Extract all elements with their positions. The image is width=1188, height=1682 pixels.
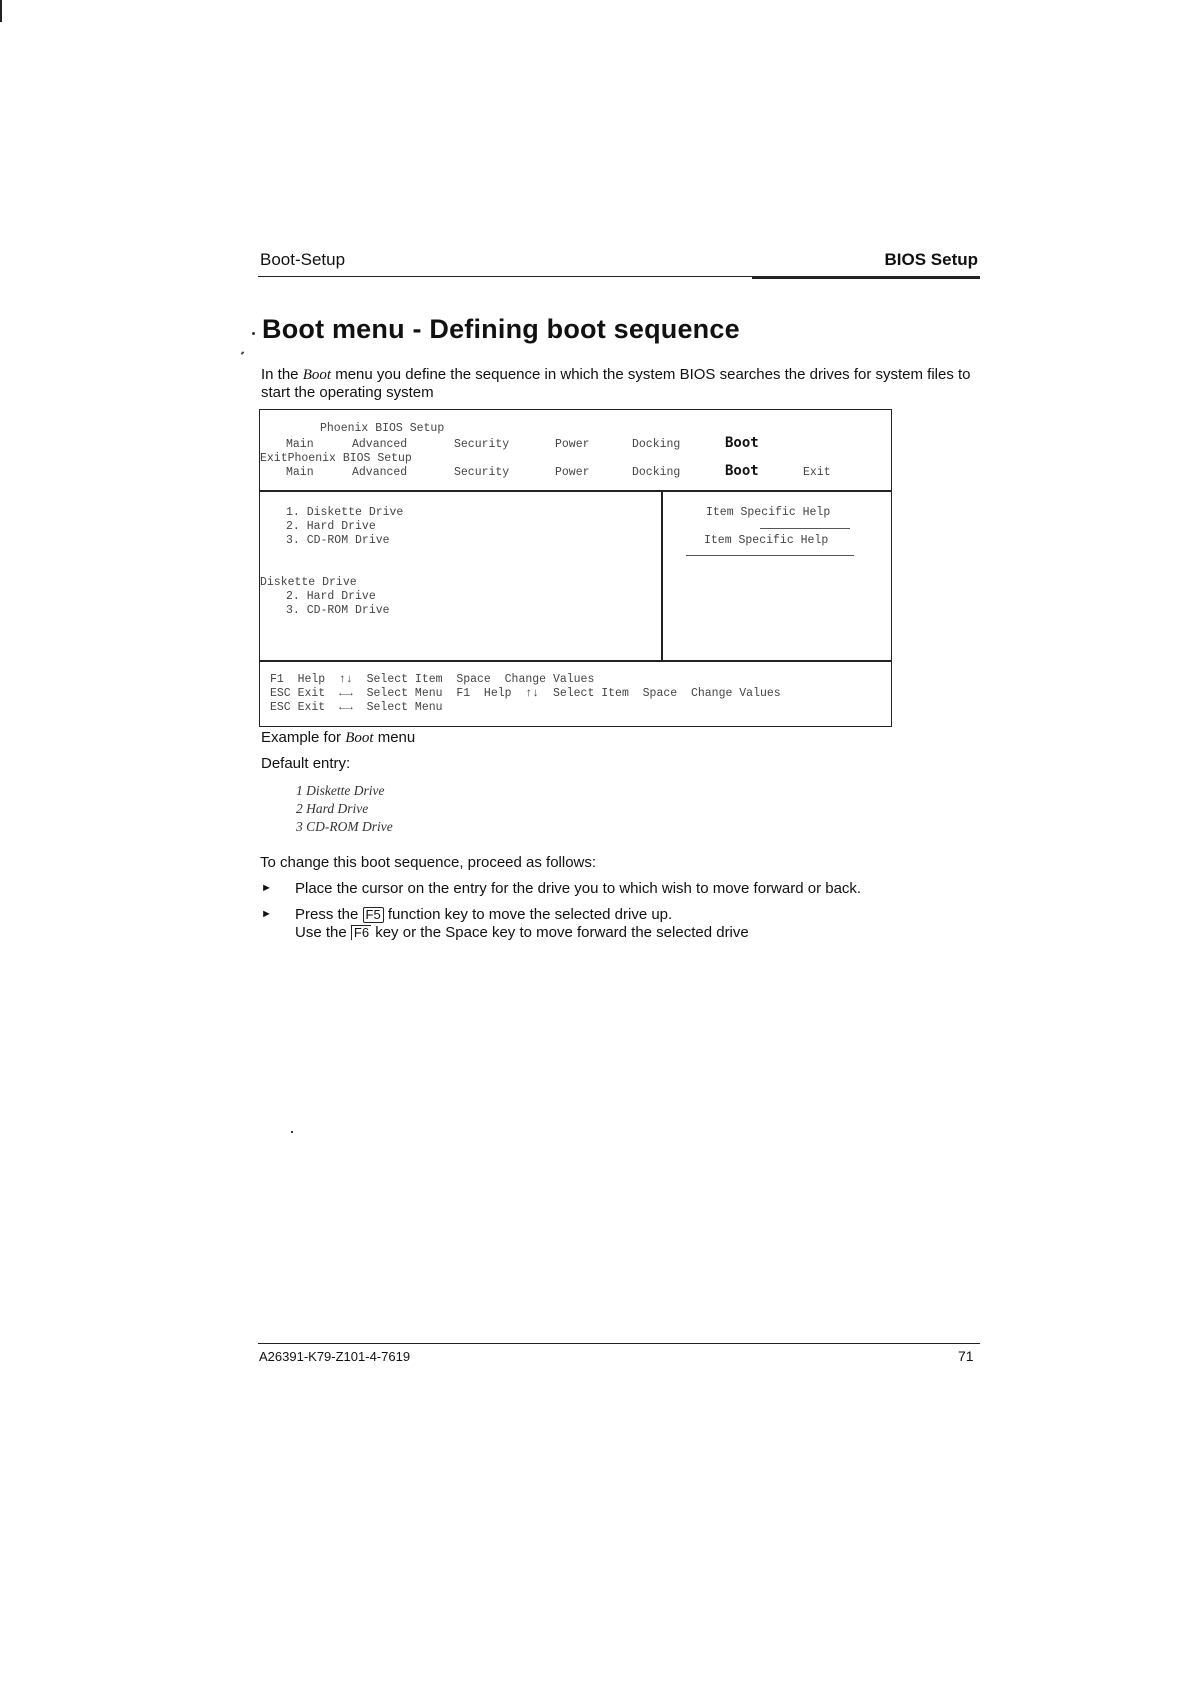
bios-footer-line-3: ESC Exit ←→ Select Menu: [270, 701, 443, 714]
bios-menu-security-1: Security: [454, 438, 510, 451]
step-1-bullet-icon: ►: [261, 882, 272, 894]
bios-footer-rule: [260, 660, 891, 662]
running-header-right: BIOS Setup: [884, 250, 978, 269]
f6-key: F6: [351, 925, 371, 940]
bios-menu-docking-2: Docking: [632, 466, 681, 479]
step-2-line2-post: key or the Space key to move forward the selected drive: [371, 924, 749, 941]
bios-item-hard-drive: 2. Hard Drive: [286, 520, 376, 533]
bios-menu-advanced-1: Advanced: [352, 438, 408, 451]
bios-setup-title: Phoenix BIOS Setup: [320, 422, 445, 435]
bios-screenshot: [259, 409, 892, 727]
default-entry-1: 1 Diskette Drive: [296, 783, 385, 798]
bios-menu-docking-1: Docking: [632, 438, 681, 451]
f5-key: F5: [363, 907, 384, 923]
page-number: 71: [958, 1348, 974, 1364]
bios-menubar-rule: [260, 490, 891, 492]
proceed-text: To change this boot sequence, proceed as follows:: [260, 854, 597, 871]
bios-menu-main-1: Main: [286, 438, 314, 451]
document-number: A26391-K79-Z101-4-7619: [259, 1349, 411, 1364]
bios-orphan-item: Diskette Drive: [260, 576, 357, 589]
bios-menu-power-1: Power: [555, 438, 590, 451]
step-2-pre: Press the: [295, 906, 363, 923]
bios-menu-advanced-2: Advanced: [352, 466, 408, 479]
bios-menu-exit: Exit: [803, 466, 831, 479]
title-margin-dot: [252, 332, 255, 335]
bios-help-underline-1: [760, 528, 850, 529]
intro-paragraph: [261, 366, 983, 402]
bios-menu-power-2: Power: [555, 466, 590, 479]
caption-menu-word: Boot: [345, 730, 374, 746]
header-rule-accent: [752, 276, 980, 279]
bios-help-divider: [661, 490, 663, 660]
default-entry-3: 3 CD-ROM Drive: [296, 819, 393, 834]
step-2-mid: function key to move the selected drive up.: [383, 906, 673, 923]
intro-pre: In the: [261, 366, 303, 383]
bios-menu-main-2: Main: [286, 466, 314, 479]
bios-ghost-title: ExitPhoenix BIOS Setup: [260, 452, 412, 465]
stray-dot: [291, 1131, 293, 1133]
caption-post: menu: [373, 729, 416, 746]
step-2-text: [295, 906, 749, 942]
bios-item-cdrom-b: 3. CD-ROM Drive: [286, 604, 390, 617]
bios-item-diskette: 1. Diskette Drive: [286, 506, 404, 519]
bios-help-title-2: Item Specific Help: [704, 534, 829, 547]
intro-menu-word: Boot: [302, 367, 332, 383]
page-title: Boot menu - Defining boot sequence: [262, 314, 740, 344]
bios-menu-boot-1: Boot: [725, 435, 759, 451]
bios-menu-security-2: Security: [454, 466, 510, 479]
bios-menu-boot-2: Boot: [725, 463, 759, 479]
title-margin-tick: [241, 351, 245, 354]
bios-item-cdrom: 3. CD-ROM Drive: [286, 534, 390, 547]
bios-footer-line-2: ESC Exit ←→ Select Menu F1 Help ↑↓ Select Item Space Change Values: [270, 687, 781, 700]
intro-post: menu you define the sequence in which the system BIOS searches the drives for system files to start the operating system: [261, 366, 971, 401]
default-entry-list: [296, 782, 393, 836]
running-header-left: Boot-Setup: [260, 250, 346, 269]
bios-help-title-1: Item Specific Help: [706, 506, 831, 519]
default-entry-2: 2 Hard Drive: [296, 801, 369, 816]
bios-footer-line-1: F1 Help ↑↓ Select Item Space Change Values: [270, 673, 595, 686]
step-2-line2-pre: Use the: [295, 924, 351, 941]
caption-pre: Example for: [261, 729, 346, 746]
step-1-text: Place the cursor on the entry for the drive you to which wish to move forward or back.: [295, 880, 862, 897]
step-2-bullet-icon: ►: [261, 908, 272, 920]
default-entry-label: Default entry:: [261, 755, 351, 772]
bios-item-hard-drive-b: 2. Hard Drive: [286, 590, 376, 603]
footer-rule: [258, 1343, 980, 1344]
bios-help-underline-2: [686, 555, 854, 556]
page-corner-mark: [0, 0, 2, 22]
figure-caption: [261, 729, 415, 747]
